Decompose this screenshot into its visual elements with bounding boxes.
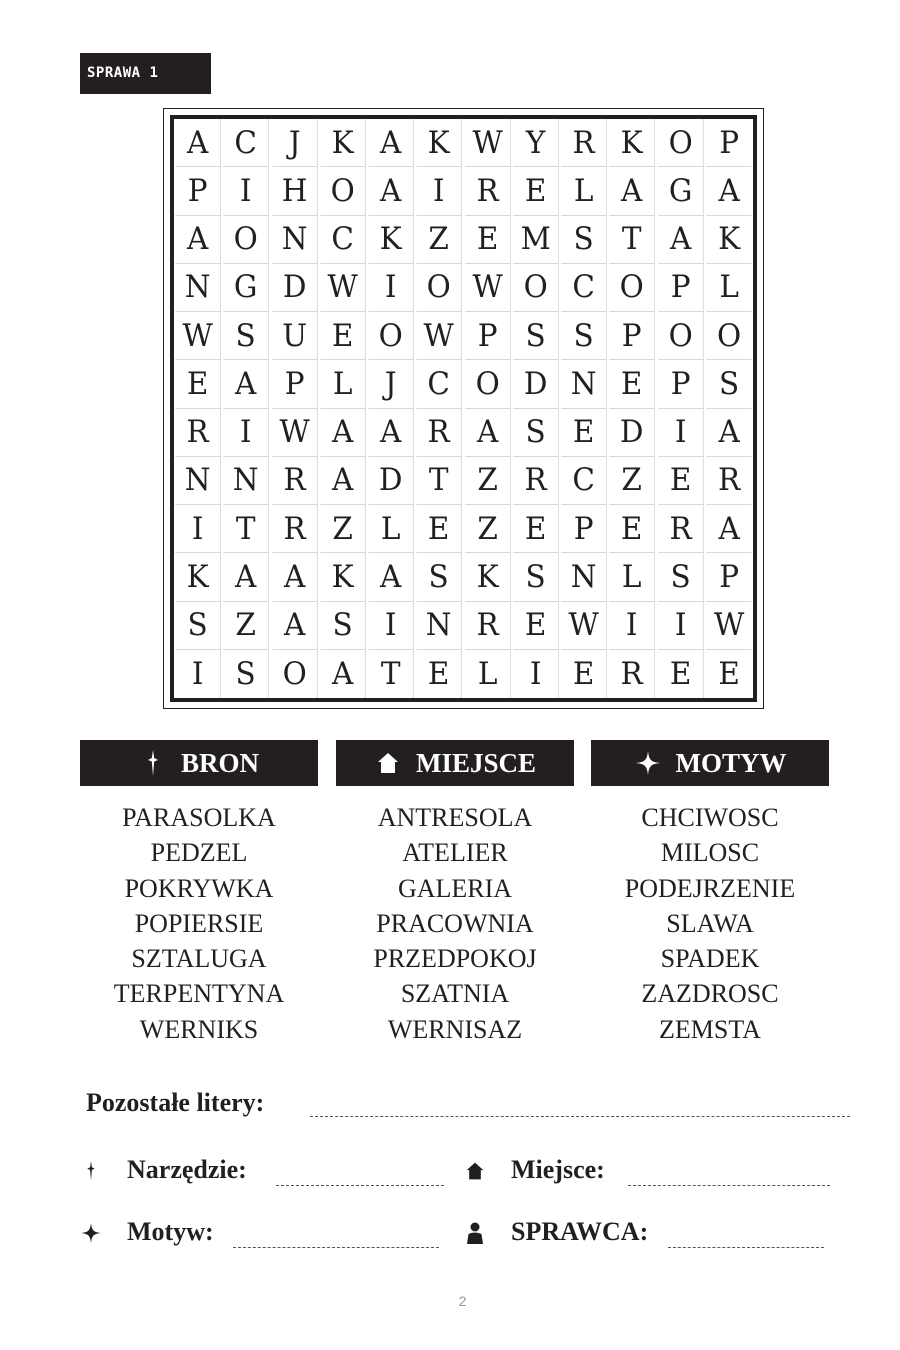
grid-cell[interactable]: A (320, 457, 366, 505)
grid-cell[interactable]: R (609, 650, 655, 698)
remaining-letters-label: Pozostałe litery: (86, 1088, 265, 1117)
dagger-icon (139, 749, 167, 777)
grid-cell[interactable]: N (561, 553, 607, 601)
grid-cell[interactable]: T (416, 457, 462, 505)
grid-cell[interactable]: O (658, 119, 704, 167)
grid-cell[interactable]: D (272, 264, 318, 312)
grid-cell[interactable]: E (609, 360, 655, 408)
tool-field[interactable] (276, 1185, 444, 1186)
grid-cell[interactable]: K (368, 216, 414, 264)
word-list-miejsce (336, 800, 574, 1047)
grid-cell[interactable]: T (609, 216, 655, 264)
grid-cell[interactable]: I (175, 650, 221, 698)
grid-cell[interactable]: A (658, 216, 704, 264)
grid-cell[interactable]: Z (609, 457, 655, 505)
grid-cell[interactable]: A (368, 409, 414, 457)
grid-cell[interactable]: E (561, 409, 607, 457)
grid-cell[interactable]: I (368, 602, 414, 650)
grid-cell[interactable]: S (416, 553, 462, 601)
sparkle-icon (80, 1220, 102, 1246)
grid-cell[interactable]: R (272, 505, 318, 553)
culprit-field[interactable] (668, 1247, 824, 1248)
grid-cell[interactable]: Y (513, 119, 559, 167)
list-item: GALERIA (397, 873, 513, 903)
list-item: SLAWA (666, 908, 754, 938)
grid-cell[interactable]: S (513, 312, 559, 360)
motive-label: Motyw: (127, 1217, 214, 1246)
grid-cell[interactable]: A (368, 119, 414, 167)
grid-cell[interactable]: I (368, 264, 414, 312)
list-item: MILOSC (660, 838, 760, 868)
grid-cell[interactable]: E (465, 216, 511, 264)
person-icon (464, 1220, 486, 1246)
grid-cell[interactable]: D (609, 409, 655, 457)
grid-cell[interactable]: O (513, 264, 559, 312)
grid-cell[interactable]: R (465, 602, 511, 650)
motive-field[interactable] (233, 1247, 439, 1248)
grid-cell[interactable]: W (272, 409, 318, 457)
grid-cell[interactable]: I (416, 167, 462, 215)
grid-cell[interactable]: K (465, 553, 511, 601)
list-item: ZEMSTA (659, 1014, 761, 1044)
grid-cell[interactable]: J (368, 360, 414, 408)
grid-cell[interactable]: I (223, 409, 269, 457)
list-item: PEDZEL (150, 838, 248, 868)
grid-cell[interactable]: O (465, 360, 511, 408)
grid-cell[interactable]: E (320, 312, 366, 360)
list-item: POKRYWKA (124, 873, 274, 903)
grid-cell[interactable]: A (609, 167, 655, 215)
grid-cell[interactable]: S (320, 602, 366, 650)
grid-cell[interactable]: W (416, 312, 462, 360)
list-item: PARASOLKA (122, 803, 276, 832)
list-item: POPIERSIE (134, 908, 264, 938)
grid-cell[interactable]: N (175, 457, 221, 505)
grid-cell[interactable]: A (320, 409, 366, 457)
page-number: 2 (458, 1293, 467, 1309)
grid-cell[interactable]: E (513, 167, 559, 215)
grid-cell[interactable]: I (513, 650, 559, 698)
grid-cell[interactable]: K (320, 553, 366, 601)
grid-cell[interactable]: T (368, 650, 414, 698)
grid-cell[interactable]: E (416, 650, 462, 698)
grid-cell[interactable]: P (272, 360, 318, 408)
grid-cell[interactable]: A (368, 553, 414, 601)
grid-cell[interactable]: R (706, 457, 752, 505)
grid-cell[interactable]: A (175, 119, 221, 167)
grid-cell[interactable]: P (706, 119, 752, 167)
category-header-motyw (591, 740, 829, 786)
list-item: ZAZDROSC (641, 979, 779, 1009)
grid-cell[interactable]: A (465, 409, 511, 457)
house-icon (374, 749, 402, 777)
category-header-miejsce (336, 740, 574, 786)
grid-cell[interactable]: H (272, 167, 318, 215)
grid-cell[interactable]: E (513, 505, 559, 553)
list-item: ATELIER (402, 838, 508, 868)
grid-cell[interactable]: O (416, 264, 462, 312)
grid-cell[interactable]: A (368, 167, 414, 215)
grid-cell[interactable]: S (658, 553, 704, 601)
grid-cell[interactable]: A (223, 553, 269, 601)
grid-cell[interactable]: P (609, 312, 655, 360)
list-item: PRACOWNIA (376, 908, 534, 938)
grid-cell[interactable]: J (272, 119, 318, 167)
grid-cell[interactable]: O (658, 312, 704, 360)
category-title: MIEJSCE (415, 747, 537, 778)
grid-cell[interactable]: O (223, 216, 269, 264)
grid-cell[interactable]: S (561, 312, 607, 360)
grid-cell[interactable]: K (416, 119, 462, 167)
list-item: SZTALUGA (131, 944, 267, 974)
grid-cell[interactable]: O (320, 167, 366, 215)
list-item: CHCIWOSC (641, 803, 779, 832)
word-search-grid (174, 119, 753, 698)
grid-cell[interactable]: L (368, 505, 414, 553)
grid-cell[interactable]: W (561, 602, 607, 650)
grid-cell[interactable]: W (706, 602, 752, 650)
list-item: ANTRESOLA (377, 803, 533, 832)
grid-cell[interactable]: I (223, 167, 269, 215)
list-item: PRZEDPOKOJ (373, 944, 537, 974)
grid-cell[interactable]: P (658, 360, 704, 408)
grid-cell[interactable]: W (320, 264, 366, 312)
grid-cell[interactable]: K (706, 216, 752, 264)
grid-cell[interactable]: I (609, 602, 655, 650)
grid-cell[interactable]: O (609, 264, 655, 312)
grid-cell[interactable]: S (513, 409, 559, 457)
sparkle-icon (634, 749, 662, 777)
grid-cell[interactable]: K (320, 119, 366, 167)
grid-cell[interactable]: K (175, 553, 221, 601)
grid-cell[interactable]: I (175, 505, 221, 553)
list-item: PODEJRZENIE (624, 873, 796, 903)
grid-cell[interactable]: K (609, 119, 655, 167)
grid-cell[interactable]: D (513, 360, 559, 408)
remaining-letters-field[interactable] (310, 1116, 850, 1117)
grid-cell[interactable]: M (513, 216, 559, 264)
grid-cell[interactable]: N (416, 602, 462, 650)
grid-cell[interactable]: A (320, 650, 366, 698)
grid-cell[interactable]: C (561, 457, 607, 505)
grid-cell[interactable]: A (706, 409, 752, 457)
grid-cell[interactable]: P (658, 264, 704, 312)
dagger-icon (80, 1158, 102, 1184)
grid-cell[interactable]: U (272, 312, 318, 360)
culprit-label: SPRAWCA: (511, 1217, 649, 1246)
grid-cell[interactable]: D (368, 457, 414, 505)
list-item: WERNIKS (139, 1014, 259, 1044)
list-item: TERPENTYNA (113, 979, 285, 1009)
grid-cell[interactable]: N (175, 264, 221, 312)
grid-cell[interactable]: C (416, 360, 462, 408)
grid-cell[interactable]: O (706, 312, 752, 360)
grid-cell[interactable]: P (706, 553, 752, 601)
grid-cell[interactable]: N (561, 360, 607, 408)
grid-cell[interactable]: E (718, 655, 740, 692)
grid-cell[interactable]: R (272, 457, 318, 505)
grid-cell[interactable]: A (223, 360, 269, 408)
word-list-bron (80, 800, 318, 1047)
grid-cell[interactable]: Z (320, 505, 366, 553)
grid-cell[interactable]: C (320, 216, 366, 264)
grid-cell[interactable]: S (561, 216, 607, 264)
grid-cell[interactable]: A (272, 602, 318, 650)
grid-cell[interactable]: Z (465, 505, 511, 553)
grid-cell[interactable]: A (175, 216, 221, 264)
grid-cell[interactable]: W (175, 312, 221, 360)
grid-cell[interactable]: E (513, 602, 559, 650)
grid-cell[interactable]: R (658, 505, 704, 553)
place-field[interactable] (628, 1185, 830, 1186)
grid-cell[interactable]: E (609, 505, 655, 553)
grid-cell[interactable]: G (223, 264, 269, 312)
category-header-bron (80, 740, 318, 786)
grid-cell[interactable]: Z (223, 602, 269, 650)
grid-cell[interactable]: E (175, 360, 221, 408)
grid-cell[interactable]: E (658, 457, 704, 505)
grid-cell[interactable]: S (706, 360, 752, 408)
grid-cell[interactable]: C (223, 119, 269, 167)
grid-cell[interactable]: A (706, 505, 752, 553)
grid-cell[interactable]: Z (416, 216, 462, 264)
grid-cell[interactable]: I (658, 602, 704, 650)
grid-cell[interactable]: S (223, 312, 269, 360)
grid-cell[interactable]: S (223, 650, 269, 698)
grid-cell[interactable]: E (416, 505, 462, 553)
grid-cell[interactable]: E (561, 650, 607, 698)
grid-cell[interactable]: R (513, 457, 559, 505)
list-item: SZATNIA (400, 979, 510, 1009)
grid-cell[interactable]: N (272, 216, 318, 264)
grid-cell[interactable]: S (175, 602, 221, 650)
grid-cell[interactable]: E (658, 650, 704, 698)
grid-cell[interactable]: O (272, 650, 318, 698)
tool-label: Narzędzie: (127, 1155, 247, 1184)
grid-cell[interactable]: Z (465, 457, 511, 505)
grid-cell[interactable]: O (368, 312, 414, 360)
grid-cell[interactable]: G (658, 167, 704, 215)
grid-cell[interactable]: R (416, 409, 462, 457)
case-tag: SPRAWA 1 (80, 53, 211, 94)
grid-cell[interactable]: P (175, 167, 221, 215)
category-title: MOTYW (675, 747, 787, 778)
grid-cell[interactable]: S (513, 553, 559, 601)
word-list-motyw (591, 800, 829, 1047)
grid-cell[interactable]: L (465, 650, 511, 698)
category-title: BRON (180, 747, 259, 778)
grid-cell[interactable]: L (609, 553, 655, 601)
grid-cell[interactable]: P (465, 312, 511, 360)
grid-cell[interactable]: T (223, 505, 269, 553)
grid-cell[interactable]: A (706, 167, 752, 215)
grid-cell[interactable]: A (272, 553, 318, 601)
grid-cell[interactable]: L (706, 264, 752, 312)
list-item: WERNISAZ (387, 1014, 523, 1044)
grid-cell[interactable]: R (175, 409, 221, 457)
grid-cell[interactable]: L (320, 360, 366, 408)
house-icon (464, 1158, 486, 1184)
grid-cell[interactable]: I (658, 409, 704, 457)
grid-cell[interactable]: L (561, 167, 607, 215)
grid-cell[interactable]: P (561, 505, 607, 553)
list-item: SPADEK (660, 944, 760, 974)
grid-cell[interactable]: W (465, 119, 511, 167)
place-label: Miejsce: (511, 1155, 605, 1184)
grid-cell[interactable]: C (561, 264, 607, 312)
grid-cell[interactable]: N (223, 457, 269, 505)
grid-cell[interactable]: R (561, 119, 607, 167)
grid-cell[interactable]: W (465, 264, 511, 312)
grid-cell[interactable]: R (465, 167, 511, 215)
